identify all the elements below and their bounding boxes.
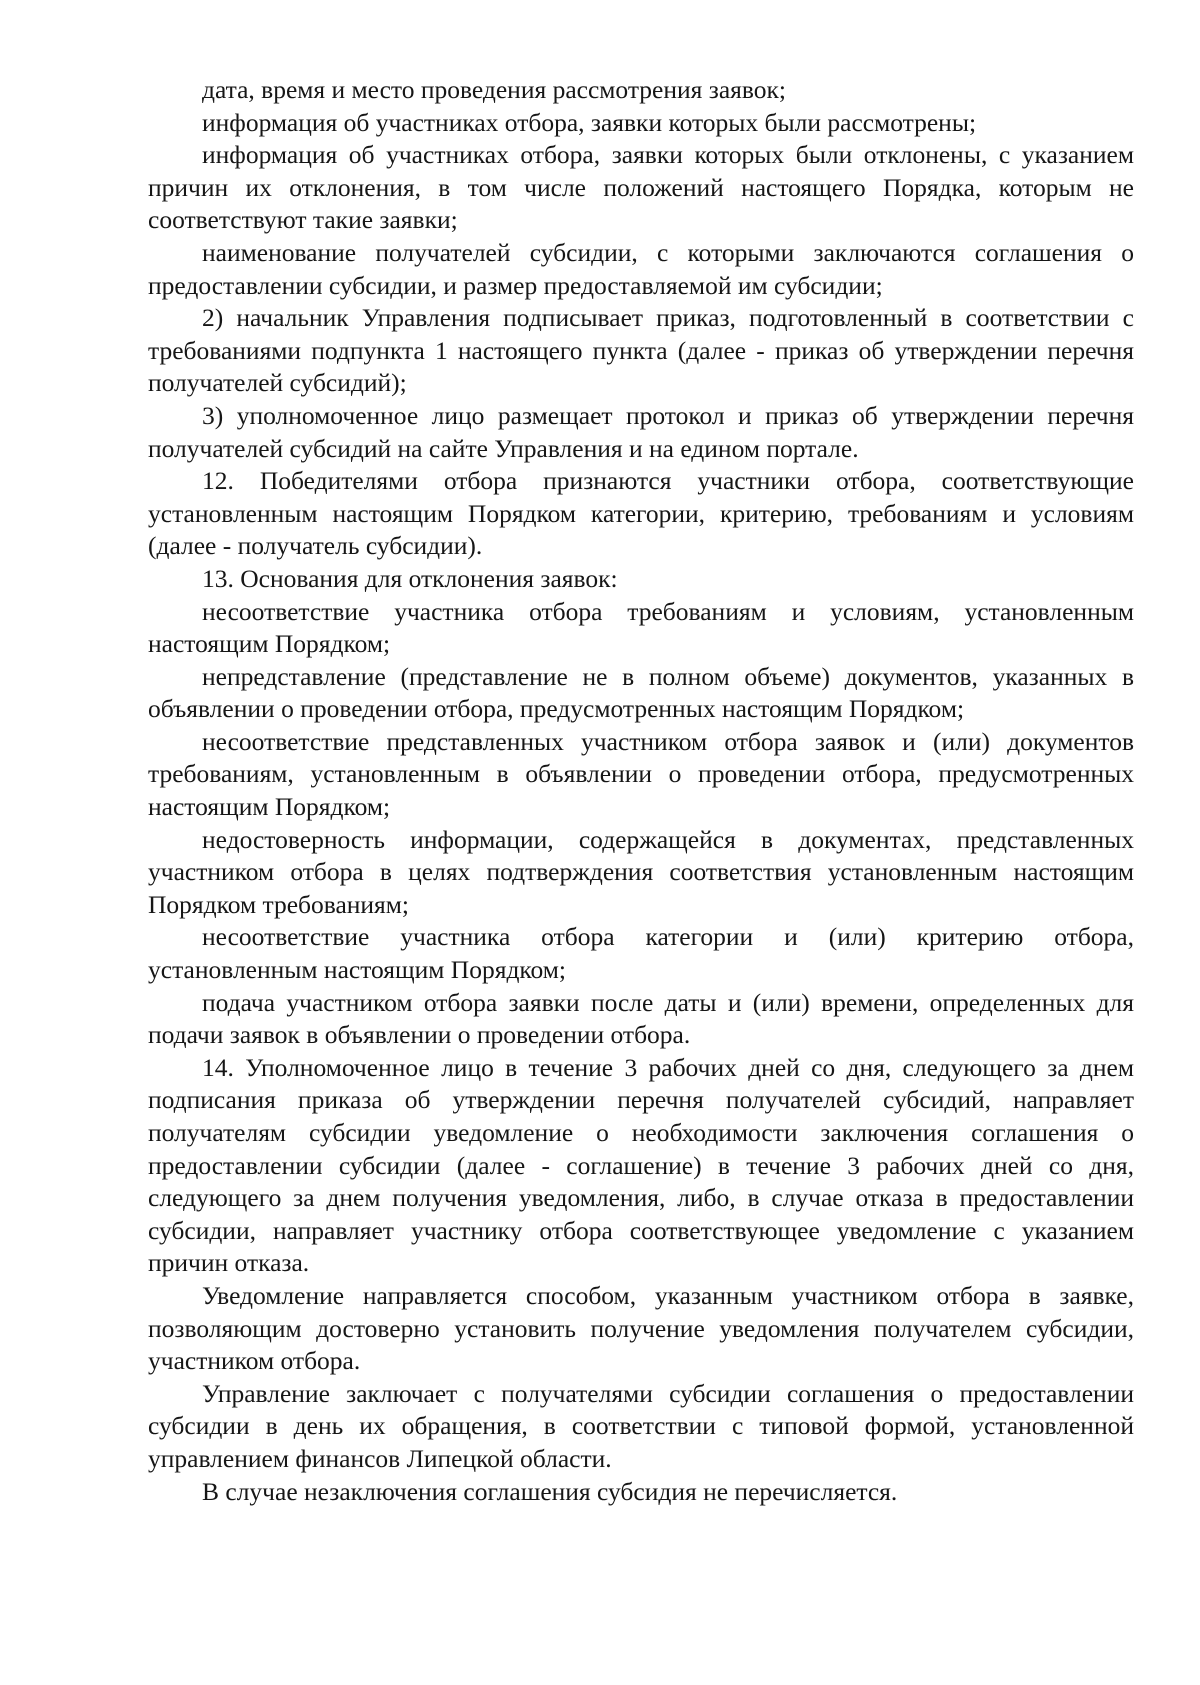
- paragraph: 14. Уполномоченное лицо в течение 3 рабочих дней со дня, следующего за днем подписания приказа об утверждении перечня получателей субсидий, направляет получателям субсидии уведомление о необходимости заключения соглашения о предоставлении субсидии (далее - соглашение) в течение 3 рабочих дней со дня, следующего за днем получения уведомления, либо, в случае отказа в предоставлении субсидии, направляет участнику отбора соответствующее уведомление с указанием причин отказа.: [148, 1052, 1134, 1278]
- paragraph: 2) начальник Управления подписывает приказ, подготовленный в соответствии с требованиями подпункта 1 настоящего пункта (далее - приказ об утверждении перечня получателей субсидий);: [148, 303, 1134, 398]
- paragraph: дата, время и место проведения рассмотрения заявок;: [202, 75, 786, 104]
- paragraph: недостоверность информации, содержащейся в документах, представленных участником отбора в целях подтверждения соответствия установленным настоящим Порядком требованиям;: [148, 824, 1134, 919]
- paragraph: несоответствие участника отбора требованиям и условиям, установленным настоящим Порядком;: [148, 596, 1134, 659]
- paragraph: Управление заключает с получателями субсидии соглашения о предоставлении субсидии в день их обращения, в соответствии с типовой формой, установленной управлением финансов Липецкой области.: [148, 1378, 1134, 1473]
- paragraph: несоответствие участника отбора категории и (или) критерию отбора, установленным настоящим Порядком;: [148, 922, 1134, 985]
- paragraph: несоответствие представленных участником отбора заявок и (или) документов требованиям, установленным в объявлении о проведении отбора, предусмотренных настоящим Порядком;: [148, 726, 1134, 822]
- paragraph: наименование получателей субсидии, с которыми заключаются соглашения о предоставлении субсидии, и размер предоставляемой им субсидии;: [148, 237, 1134, 300]
- paragraph: информация об участниках отбора, заявки которых были отклонены, с указанием причин их отклонения, в том числе положений настоящего Порядка, которым не соответствуют такие заявки;: [148, 140, 1134, 235]
- paragraph: Уведомление направляется способом, указанным участником отбора в заявке, позволяющим достоверно установить получение уведомления получателем субсидии, участником отбора.: [148, 1280, 1134, 1376]
- paragraph: 13. Основания для отклонения заявок:: [202, 563, 618, 593]
- paragraph: подача участником отбора заявки после даты и (или) времени, определенных для подачи заявок в объявлении о проведении отбора.: [148, 987, 1134, 1050]
- paragraph: 3) уполномоченное лицо размещает протокол и приказ об утверждении перечня получателей субсидий на сайте Управления и на едином портале.: [148, 400, 1134, 463]
- paragraph: непредставление (представление не в полном объеме) документов, указанных в объявлении о проведении отбора, предусмотренных настоящим Порядком;: [148, 661, 1134, 724]
- document-page: [148, 74, 1134, 1508]
- paragraph: информация об участниках отбора, заявки которых были рассмотрены;: [202, 107, 977, 137]
- paragraph: В случае незаключения соглашения субсидия не перечисляется.: [202, 1476, 898, 1506]
- paragraph: 12. Победителями отбора признаются участники отбора, соответствующие установленным настоящим Порядком категории, критерию, требованиям и условиям (далее - получатель субсидии).: [148, 466, 1134, 561]
